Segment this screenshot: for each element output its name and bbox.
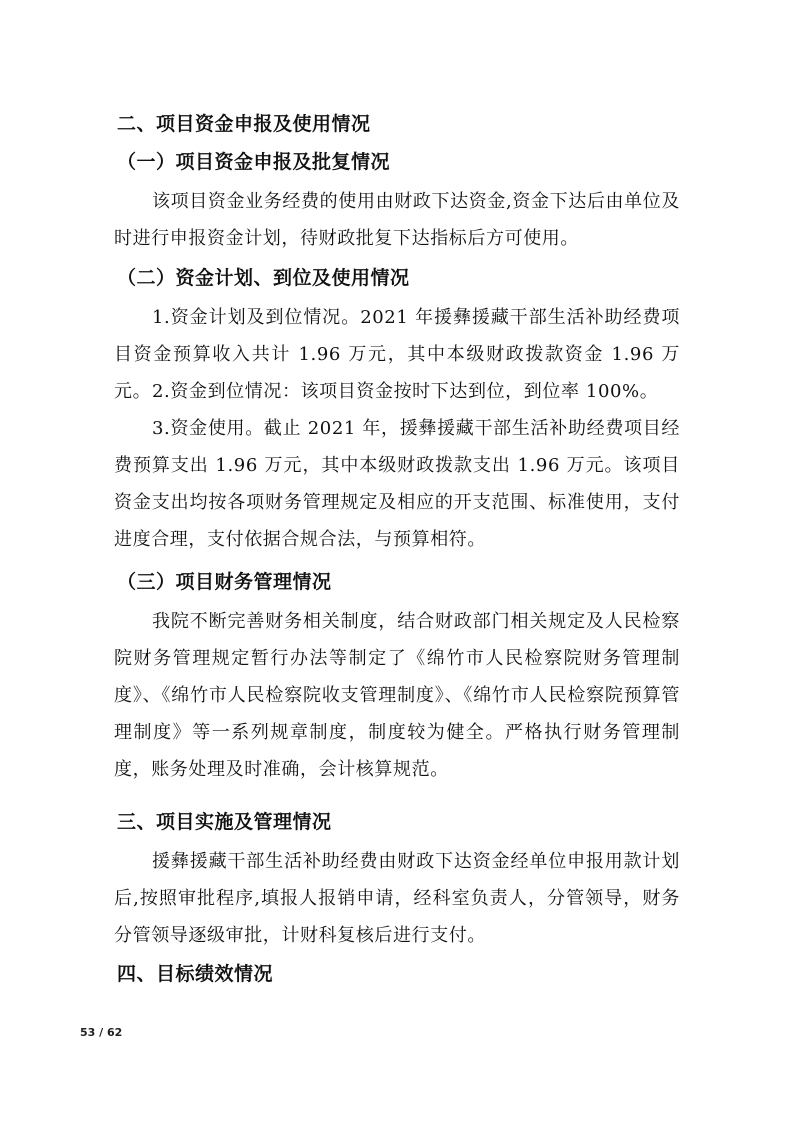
section-2-1-heading: （一）项目资金申报及批复情况	[117, 151, 391, 173]
section-4-heading: 四、目标绩效情况	[117, 963, 274, 985]
section-2-3-heading: （三）项目财务管理情况	[117, 571, 332, 593]
section-2-2-paragraph-3: 3.资金使用。截止 2021 年，援彝援藏干部生活补助经费项目经费预算支出 1.96 万元，其中本级财政拨款支出 1.96 万元。该项目资金支出均按各项财务管理规定及相应的开支范围、标准使用，支付进度合理，支付依据合规合法，与预算相符。	[114, 418, 680, 550]
section-2-1-paragraph: 该项目资金业务经费的使用由财政下达资金,资金下达后由单位及时进行申报资金计划，待财政批复下达指标后方可使用。	[114, 191, 680, 249]
section-3-paragraph: 援彝援藏干部生活补助经费由财政下达资金经单位申报用款计划后,按照审批程序,填报人报销申请，经科室负责人，分管领导，财务分管领导逐级审批，计财科复核后进行支付。	[114, 851, 680, 946]
section-2-2-heading: （二）资金计划、到位及使用情况	[117, 267, 410, 289]
page-number: 53 / 62	[80, 1026, 123, 1039]
section-3-heading: 三、项目实施及管理情况	[117, 811, 332, 833]
section-2-heading: 二、项目资金申报及使用情况	[117, 113, 371, 135]
section-2-3-paragraph: 我院不断完善财务相关制度，结合财政部门相关规定及人民检察院财务管理规定暂行办法等制定了《绵竹市人民检察院财务管理制度》、《绵竹市人民检察院收支管理制度》、《绵竹市人民检察院预算管理制度》等一系列规章制度，制度较为健全。严格执行财务管理制度，账务处理及时准确，会计核算规范。	[114, 611, 680, 780]
section-2-2-paragraph-1: 1.资金计划及到位情况。2021 年援彝援藏干部生活补助经费项目资金预算收入共计 1.96 万元，其中本级财政拨款资金 1.96 万元。	[114, 307, 680, 402]
section-2-2-paragraph-2: 2.资金到位情况：该项目资金按时下达到位，到位率 100%。	[152, 381, 659, 402]
